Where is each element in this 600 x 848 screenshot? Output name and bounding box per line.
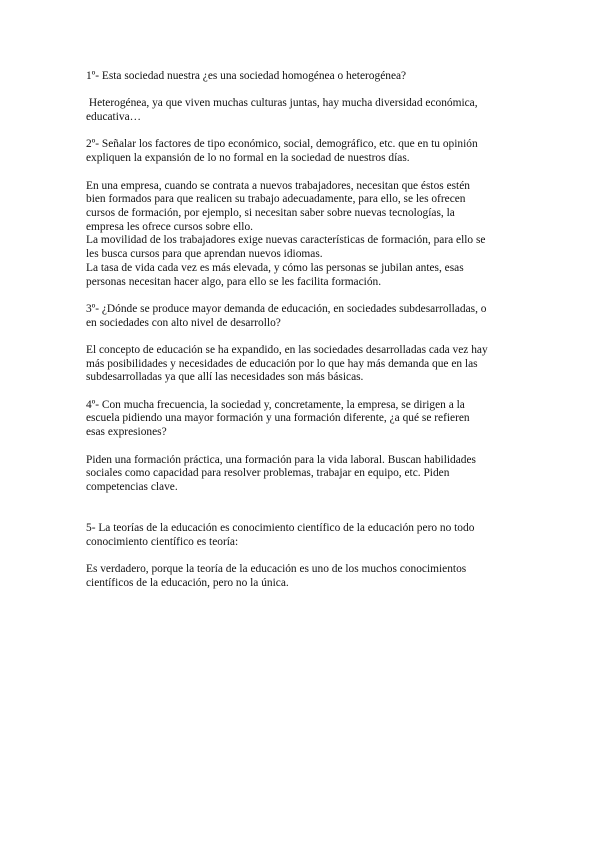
text-line: Piden una formación práctica, una formación para la vida laboral. Buscan habilidades [86,453,476,466]
text-line: Heterogénea, ya que viven muchas culturas juntas, hay mucha diversidad económica, [86,97,478,110]
text-line: les busca cursos para que aprendan nuevos idiomas. [86,248,323,261]
question-1 [86,70,518,84]
question-2 [86,138,518,165]
text-line: 3º- ¿Dónde se produce mayor demanda de educación, en sociedades subdesarrolladas, o [86,302,487,315]
text-line: personas necesitan hacer algo, para ello se les facilita formación. [86,275,382,288]
text-line: en sociedades con alto nivel de desarrollo? [86,316,281,329]
answer-2 [86,180,518,290]
answer-3 [86,344,518,385]
text-line: En una empresa, cuando se contrata a nuevos trabajadores, necesitan que éstos estén [86,179,470,192]
text-line: competencias clave. [86,480,178,493]
answer-4 [86,454,518,495]
blank-line [86,508,518,522]
answer-1 [86,97,518,124]
text-line: empresa les ofrece cursos sobre ello. [86,220,253,233]
text-line: Es verdadero, porque la teoría de la educación es uno de los muchos conocimientos [86,563,467,576]
question-5 [86,522,518,549]
text-line: conocimiento científico es teoría: [86,535,239,548]
text-line: 4º- Con mucha frecuencia, la sociedad y, concretamente, la empresa, se dirigen a la [86,398,465,411]
document-body [86,70,518,604]
text-line: La movilidad de los trabajadores exige nuevas características de formación, para ello se [86,234,486,247]
text-line: esas expresiones? [86,426,167,439]
text-line: expliquen la expansión de lo no formal en la sociedad de nuestros días. [86,152,410,165]
text-line: educativa… [86,111,142,124]
text-line: 2º- Señalar los factores de tipo económico, social, demográfico, etc. que en tu opinión [86,138,478,151]
text-line: escuela pidiendo una mayor formación y una formación diferente, ¿a qué se refieren [86,412,470,425]
text-line: 5- La teorías de la educación es conocimiento científico de la educación pero no todo [86,522,475,535]
text-line: cursos de formación, por ejemplo, si necesitan saber sobre nuevas tecnologías, la [86,206,455,219]
text-line: bien formados para que realicen su trabajo adecuadamente, para ello, se les ofrecen [86,193,466,206]
text-line: La tasa de vida cada vez es más elevada, y cómo las personas se jubilan antes, esas [86,261,464,274]
question-4 [86,399,518,440]
answer-5 [86,563,518,590]
text-line: más posibilidades y necesidades de educación por lo que hay más demanda que en las [86,357,478,370]
text-line: El concepto de educación se ha expandido, en las sociedades desarrolladas cada vez hay [86,343,488,356]
text-line: subdesarrolladas ya que allí las necesidades son más básicas. [86,371,364,384]
text-line: 1º- Esta sociedad nuestra ¿es una sociedad homogénea o heterogénea? [86,70,407,82]
question-3 [86,303,518,330]
text-line: científicos de la educación, pero no la única. [86,576,289,589]
text-line: sociales como capacidad para resolver problemas, trabajar en equipo, etc. Piden [86,467,450,480]
